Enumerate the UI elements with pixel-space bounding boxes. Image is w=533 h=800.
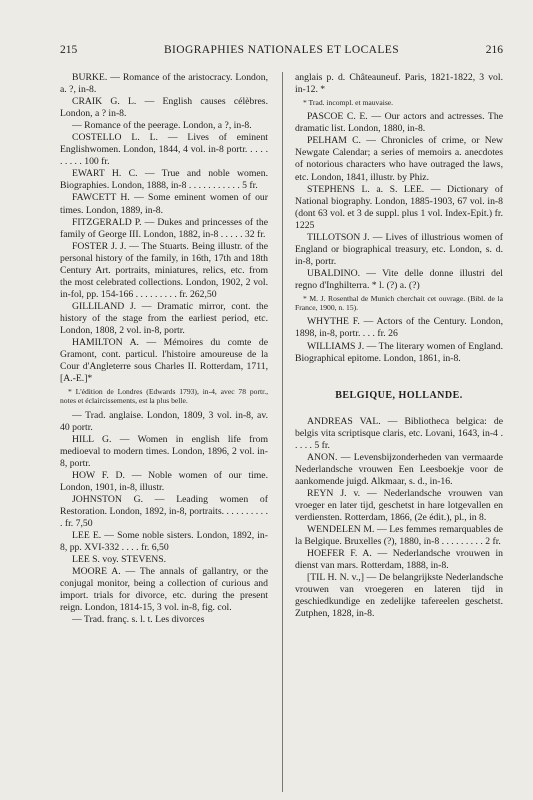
entry: ANDREAS VAL. — Bibliotheca belgica: de belgis vita scriptisque claris, etc. Lovani, 1643, in-4 . . . . . 5 fr.	[295, 415, 503, 451]
entry: — Trad. anglaise. London, 1809, 3 vol. in-8, av. 40 portr.	[60, 409, 268, 433]
entry: [TIL H. N. v.,] — De belangrijkste Nederlandsche vrouwen van vroegeren en lateren tijd in geschiedkundige en zedelijke tafereelen geschetst. Zutphen, 1828, in-8.	[295, 572, 503, 620]
entry: PELHAM C. — Chronicles of crime, or New Newgate Calendar; a series of memoirs a. anecdotes of notorious characters who have outraged the laws, etc. London, 1841, illustr. by Phiz.	[295, 135, 503, 183]
entry: ANON. — Levensbijzonderheden van vermaarde Nederlandsche vrouwen Een Leesboekje voor de aankomende juigd. Alkmaar, s. d., in-16.	[295, 451, 503, 487]
entry: GILLILAND J. — Dramatic mirror, cont. the history of the stage from the earliest period, etc. London, 1808, 2 vol. in-8, portr.	[60, 300, 268, 336]
entry: TILLOTSON J. — Lives of illustrious women of England or biographical treasury, etc. London, s. d. in-8, portr.	[295, 231, 503, 267]
entry: EWART H. C. — True and noble women. Biographies. London, 1888, in-8 . . . . . . . . . . . 5 fr.	[60, 168, 268, 192]
entry: LEE E. — Some noble sisters. London, 1892, in-8, pp. XVI-332 . . . . fr. 6,50	[60, 530, 268, 554]
entry: WILLIAMS J. — The literary women of England. Biographical epitome. London, 1861, in-8.	[295, 340, 503, 364]
section-heading: BELGIQUE, HOLLANDE.	[335, 389, 463, 401]
entry: REYN J. v. — Nederlandsche vrouwen van vroeger en later tijd, geschetst in hare lotgevallen en verdiensten. Rotterdam, 1866, (2e édit.), pl., in 8.	[295, 487, 503, 524]
entry: HOW F. D. — Noble women of our time. London, 1901, in-8, illustr.	[60, 469, 268, 493]
entry: BURKE. — Romance of the aristocracy. London, a. ?, in-8.	[60, 72, 268, 96]
entry: anglais p. d. Châteauneuf. Paris, 1821-1822, 3 vol. in-12. *	[295, 72, 503, 96]
entry: FAWCETT H. — Some eminent women of our times. London, 1889, in-8.	[60, 192, 268, 216]
entry: PASCOE C. E. — Our actors and actresses. The dramatic list. London, 1880, in-8.	[295, 111, 503, 135]
entry: CRAIK G. L. — English causes célèbres. London, a ? in-8.	[60, 96, 268, 120]
entry: UBALDINO. — Vite delle donne illustri del regno d'Inghilterra. * l. (?) a. (?)	[295, 267, 503, 291]
left-column	[60, 72, 283, 792]
entry: FITZGERALD P. — Dukes and princesses of the family of George III. London, 1882, in-8 . . . . . 32 fr.	[60, 216, 268, 240]
running-head	[60, 44, 503, 60]
entry: HAMILTON A. — Mémoires du comte de Gramont, cont. particul. l'histoire amoureuse de la Cour d'Angleterre sous Charles II. Rotterdam, 1711, [A.-E.]*	[60, 337, 268, 385]
page-title: BIOGRAPHIES NATIONALES ET LOCALES	[163, 44, 399, 56]
entry: LEE S. voy. STEVENS.	[72, 554, 167, 566]
right-column	[283, 72, 503, 792]
page-number-left: 215	[60, 44, 78, 56]
entry: WENDELEN M. — Les femmes remarquables de la Belgique. Bruxelles (?), 1880, in-8 . . . . . . . . . 2 fr.	[295, 524, 503, 548]
entry: COSTELLO L. L. — Lives of eminent Englishwomen. London, 1844, 4 vol. in-8 portr. . . . . . . . . . 100 fr.	[60, 132, 268, 168]
entry: STEPHENS L. a. S. LEE. — Dictionary of National biography. London, 1885-1903, 67 vol. in-8 (dont 63 vol. et 3 de suppl. plus 1 vol. Index-Epit.) fr. 1225	[295, 183, 503, 231]
columns	[60, 72, 503, 792]
footnote: * M. J. Rosenthal de Munich cherchait cet ouvrage. (Bibl. de la France, 1900, n. 15).	[295, 294, 503, 313]
entry: HILL G. — Women in english life from medioeval to modern times. London, 1896, 2 vol. in-8, portr.	[60, 433, 268, 469]
entry: — Trad. franç. s. l. t. Les divorces	[72, 614, 205, 626]
entry: JOHNSTON G. — Leading women of Restoration. London, 1892, in-8, portraits. . . . . . . . . . . fr. 7,50	[60, 493, 268, 530]
page-number-right: 216	[485, 44, 503, 56]
footnote: * Trad. incompl. et mauvaise.	[303, 98, 394, 108]
entry: — Romance of the peerage. London, a ?, in-8.	[72, 120, 252, 132]
footnote: * L'édition de Londres (Edwards 1793), in-4, avec 78 portr., notes et éclaircissements, est la plus belle.	[60, 387, 268, 406]
entry: HOEFER F. A. — Nederlandsche vrouwen in dienst van mars. Rotterdam, 1888, in-8.	[295, 548, 503, 572]
entry: WHYTHE F. — Actors of the Century. London, 1898, in-8, portr. . . . fr. 26	[295, 316, 503, 340]
entry: FOSTER J. J. — The Stuarts. Being illustr. of the personal history of the family, in 16th, 17th and 18th Century Art. portraits, miniatures, relics, etc. from the most celebrated collections. London, 1902, 2 vol. in-fol, pp. 154-166 . . . . . . . . . fr. 262,50	[60, 240, 268, 300]
entry: MOORE A. — The annals of gallantry, or the conjugal monitor, being a collection of curious and import. trials for divorce, etc. during the present reign. London, 1814-15, 3 vol. in-8, fig. col.	[60, 566, 268, 614]
